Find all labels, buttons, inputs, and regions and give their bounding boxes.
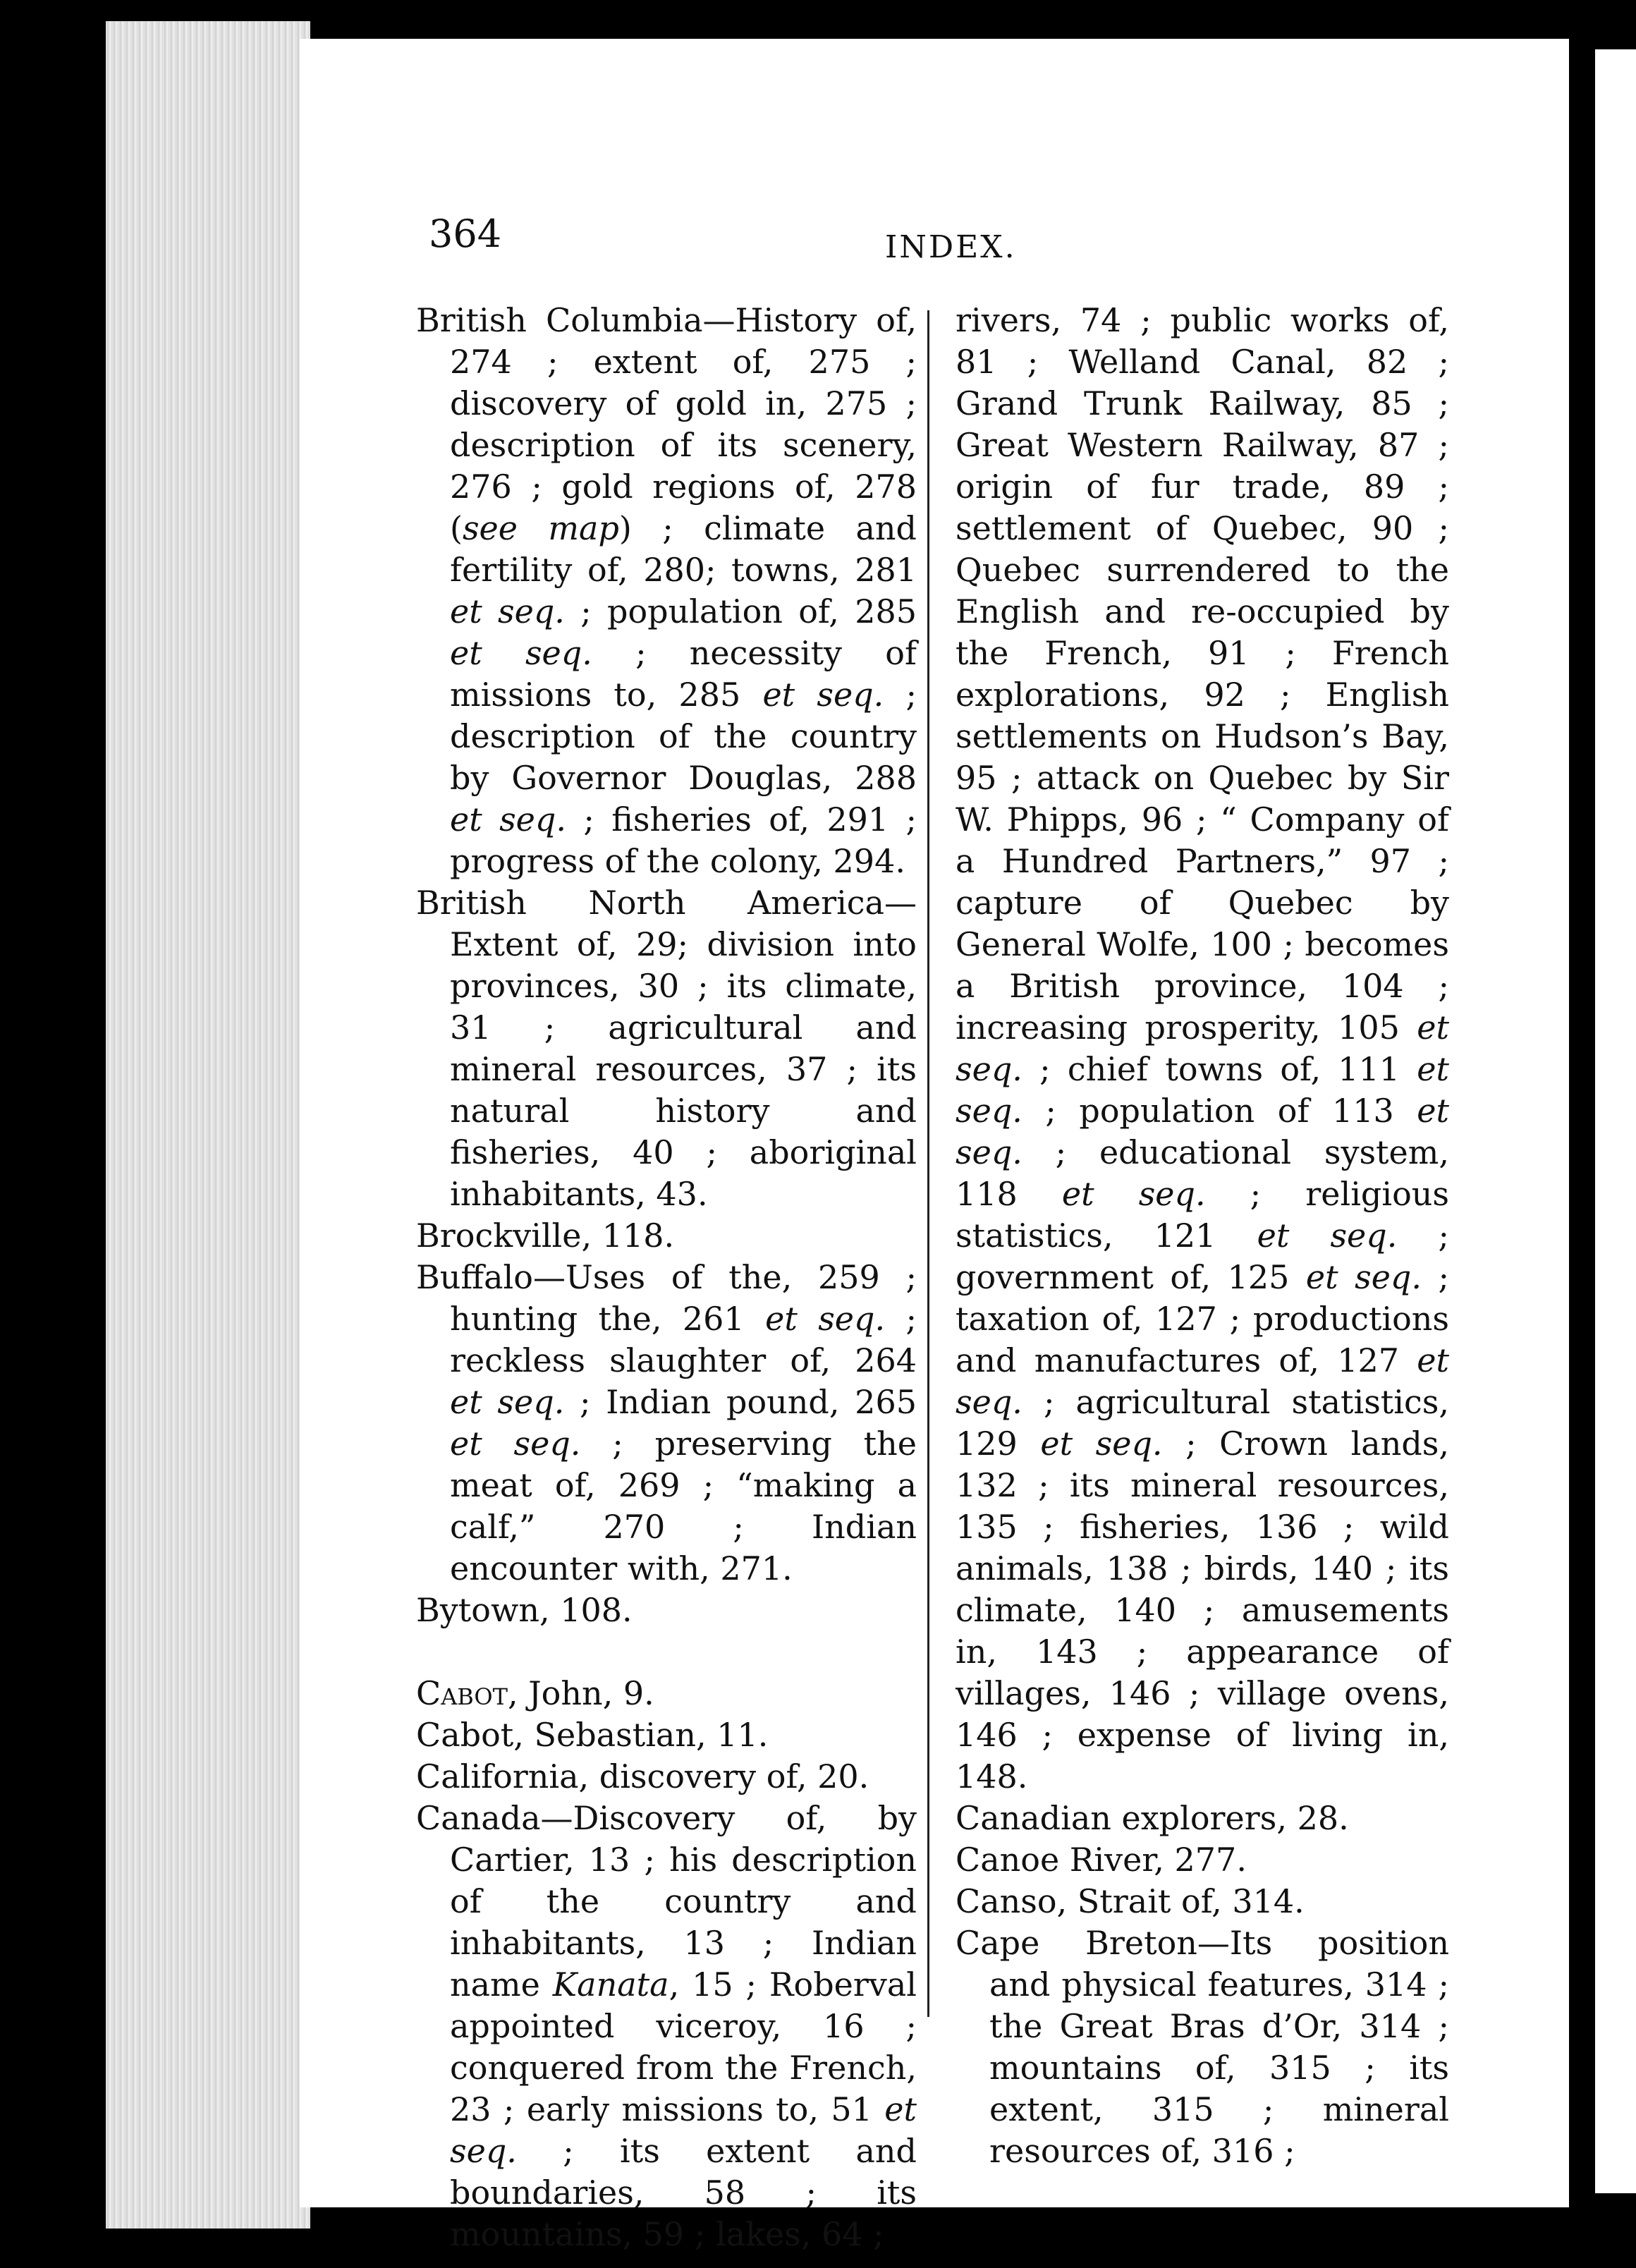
index-entry (416, 882, 917, 1215)
index-column-left (416, 300, 917, 2255)
index-entry-text: et seq. (956, 1092, 1449, 1171)
index-entry-text: Kanata (552, 1965, 669, 2004)
index-entry-text: ; Indian pound, 265 (564, 1383, 917, 1421)
index-entry-text: Brockville, 118. (416, 1217, 675, 1255)
index-entry-text: ; reckless slaughter of, 264 (450, 1300, 917, 1379)
index-entry-text: Cabot (416, 1674, 508, 1712)
index-entry (416, 1590, 917, 1631)
index-entry (416, 1714, 917, 1756)
index-entry-text: et seq. (450, 634, 592, 672)
index-entry (956, 1839, 1449, 1881)
index-entry-text: Canso, Strait of, 314. (956, 1882, 1305, 1920)
index-entry-text: Buffalo—Uses of the, 259 ; hunting the, 261 (416, 1258, 917, 1338)
index-entry-text: et seq. (1040, 1425, 1163, 1463)
index-entry-text: ) ; climate and fertility of, 280; towns, 281 (450, 509, 917, 589)
index-entry-text: et seq. (450, 592, 565, 630)
index-entry-text: et seq. (450, 1425, 581, 1463)
index-entry-text: et seq. (956, 1050, 1449, 1130)
index-entry-text: ; population of, 285 (564, 592, 917, 630)
index-entry-text: British Columbia—History of, 274 ; extent of, 275 ; discovery of gold in, 275 ; description of its scenery, 276 ; gold regions of, 278 ( (416, 301, 917, 547)
page-number: 364 (429, 212, 502, 256)
index-entry-text: ; its extent and boundaries, 58 ; its mountains, 59 ; lakes, 64 ; (450, 2132, 917, 2253)
index-entry-text: ; chief towns of, 111 (1022, 1050, 1417, 1088)
index-entry-text: ; agricultural statistics, 129 (956, 1383, 1449, 1463)
index-entry (416, 1756, 917, 1798)
index-entry-text: ; description of the country by Governor Douglas, 288 (450, 676, 917, 797)
index-entry-text: et seq. (956, 1008, 1449, 1088)
index-entry-text: ; government of, 125 (956, 1217, 1449, 1296)
index-entry (956, 1881, 1449, 1922)
index-entry-text: et seq. (762, 676, 884, 714)
index-entry-text: , John, 9. (508, 1674, 654, 1712)
index-entry-text: ; necessity of missions to, 285 (450, 634, 917, 714)
index-entry-text: Canoe River, 277. (956, 1841, 1247, 1879)
index-entry (416, 1257, 917, 1590)
index-entry-text: Canada—Discovery of, by Cartier, 13 ; his description of the country and inhabitants, 13 ; Indian name (416, 1799, 917, 2004)
book-page-edge (106, 21, 310, 2229)
index-entry-text: ; fisheries of, 291 ; progress of the colony, 294. (450, 800, 917, 880)
index-entry (956, 1798, 1449, 1839)
entry-spacer (416, 1631, 917, 1673)
index-entry (416, 300, 917, 882)
index-entry-text: et seq. (450, 1383, 565, 1421)
index-entry-text: et seq. (1305, 1258, 1422, 1296)
index-entry-text: ; Crown lands, 132 ; its mineral resources, 135 ; fisheries, 136 ; wild animals, 138 ; birds, 140 ; its climate, 140 ; amusements in, 143 ; appearance of villages, 146 ; village ovens, 146 ; expense of living in, 148. (956, 1425, 1450, 1796)
running-head: INDEX. (885, 229, 1017, 265)
index-entry (956, 1922, 1449, 2172)
index-entry (956, 300, 1449, 1798)
index-entry-text: ; educational system, 118 (956, 1133, 1449, 1213)
index-entry-text: et seq. (956, 1341, 1449, 1421)
index-entry-text: ; taxation of, 127 ; productions and manufactures of, 127 (956, 1258, 1450, 1379)
index-entry (416, 1215, 917, 1257)
index-entry-text: et seq. (450, 800, 566, 839)
facing-page-edge (1595, 49, 1636, 2193)
index-entry-text: ; religious statistics, 121 (956, 1175, 1449, 1255)
index-entry-text: Bytown, 108. (416, 1591, 633, 1629)
index-entry-text: Cape Breton—Its position and physical features, 314 ; the Great Bras d’Or, 314 ; mountains of, 315 ; its extent, 315 ; mineral resources of, 316 ; (956, 1924, 1449, 2170)
index-entry-text: Canadian explorers, 28. (956, 1799, 1349, 1837)
index-entry-text: see map (462, 509, 619, 547)
index-entry-text: et seq. (1257, 1217, 1398, 1255)
index-entry-text: ; preserving the meat of, 269 ; “making a calf,” 270 ; Indian encounter with, 271. (450, 1425, 917, 1587)
index-entry-text: rivers, 74 ; public works of, 81 ; Welland Canal, 82 ; Grand Trunk Railway, 85 ; Great Western Railway, 87 ; origin of fur trade, 89 ; settlement of Quebec, 90 ; Quebec surrendered to the English and re-occupied by the French, 91 ; French explorations, 92 ; English settlements on Hudson’s Bay, 95 ; attack on Quebec by Sir W. Phipps, 96 ; “ Company of a Hundred Partners,” 97 ; capture of Quebec by General Wolfe, 100 ; becomes a British province, 104 ; increasing prosperity, 105 (956, 301, 1449, 1047)
index-entry-text: California, discovery of, 20. (416, 1757, 869, 1796)
index-entry-text: et seq. (450, 2090, 917, 2170)
index-entry-text: , 15 ; Roberval appointed viceroy, 16 ; conquered from the French, 23 ; early missions to, 51 (450, 1965, 917, 2128)
index-column-right (956, 300, 1449, 2172)
index-entry-text: et seq. (1061, 1175, 1206, 1213)
index-entry (416, 1798, 917, 2255)
index-entry-text: et seq. (765, 1300, 886, 1338)
column-rule (927, 310, 929, 2017)
index-entry-text: ; population of 113 (1022, 1092, 1417, 1130)
index-entry-text: British North America—Extent of, 29; division into provinces, 30 ; its climate, 31 ; agricultural and mineral resources, 37 ; its natural history and fisheries, 40 ; aboriginal inhabitants, 43. (416, 884, 917, 1213)
index-entry-text: Cabot, Sebastian, 11. (416, 1716, 769, 1754)
index-entry (416, 1673, 917, 1714)
